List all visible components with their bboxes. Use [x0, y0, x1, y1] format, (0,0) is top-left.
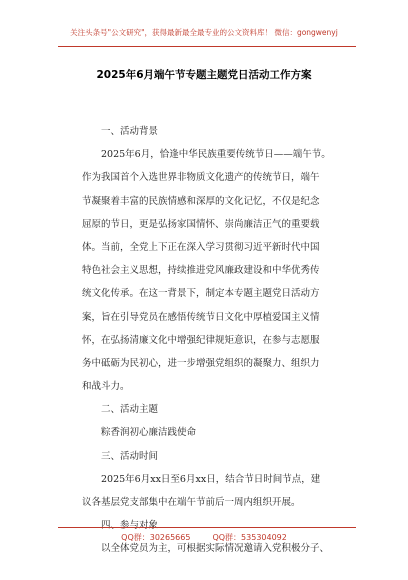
footer-qq-group-1: QQ群：30265665	[121, 533, 191, 542]
document-body	[82, 120, 334, 561]
document-title: 2025年6月端午节专题主题党日活动工作方案	[96, 69, 312, 81]
body-line: 以全体党员为主，可根据实际情况邀请入党积极分子、	[101, 543, 330, 555]
body-line: 统文化传承。在这一背景下，制定本专题主题党日活动方	[82, 288, 320, 300]
body-line: 特色社会主义思想，持续推进党风廉政建设和中华优秀传	[82, 265, 320, 277]
body-line: 屈原的节日，更是弘扬家国情怀、崇尚廉洁正气的重要载	[82, 218, 320, 230]
header-divider	[58, 46, 356, 47]
body-line: 三、活动时间	[101, 450, 159, 462]
footer-qq-group-2: QQ群：535304092	[212, 533, 287, 542]
body-line: 案，旨在引导党员在感悟传统节日文化中厚植爱国主义情	[82, 311, 320, 323]
body-line: 一、活动背景	[101, 126, 159, 137]
body-line: 粽香润初心廉洁践使命	[101, 427, 197, 439]
body-line: 二、活动主题	[101, 404, 159, 416]
body-line: 体。当前，全党上下正在深入学习贯彻习近平新时代中国	[82, 241, 320, 253]
body-line: 和战斗力。	[82, 381, 130, 393]
body-line: 作为我国首个入选世界非物质文化遗产的传统节日，端午	[82, 172, 320, 184]
body-line: 2025年6月，恰逢中华民族重要传统节日——端午节。	[101, 149, 331, 161]
body-line: 节凝聚着丰富的民族情感和深厚的文化记忆，不仅是纪念	[82, 195, 320, 207]
body-line: 怀，在弘扬清廉文化中增强纪律规矩意识，在参与志愿服	[82, 334, 320, 346]
body-line: 2025年6月xx日至6月xx日，结合节日时间节点，建	[101, 473, 321, 485]
footer-divider	[58, 527, 356, 528]
body-line: 务中砥砺为民初心，进一步增强党组织的凝聚力、组织力	[82, 357, 320, 369]
body-line: 四、参与对象	[101, 520, 159, 532]
header-promo-note: 关注头条号"公文研究"，获得最新最全最专业的公文资料库！ 微信：gongwenyj	[70, 28, 338, 37]
body-line: 议各基层党支部集中在端午节前后一周内组织开展。	[82, 497, 301, 508]
footer	[0, 532, 408, 543]
